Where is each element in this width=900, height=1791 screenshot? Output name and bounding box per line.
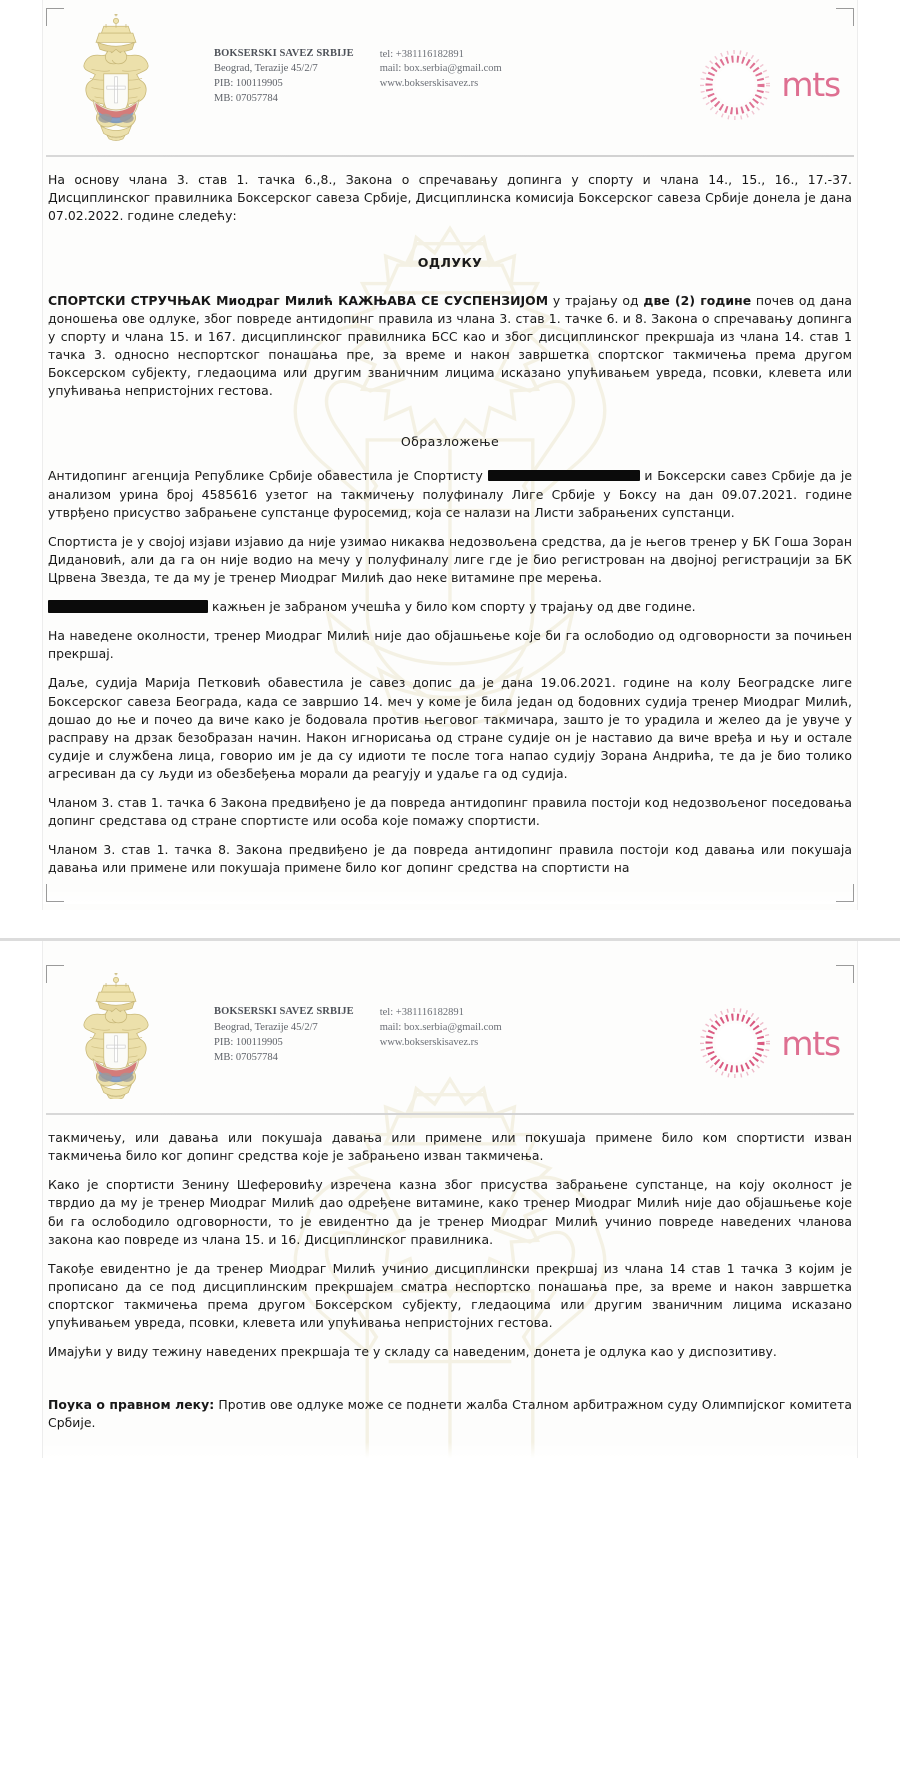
org-web: www.bokserskisavez.rs xyxy=(379,78,479,90)
page2-org-tel: tel: +381116182891 xyxy=(379,1007,464,1019)
page2-paragraph-2: Како је спортисти Зенину Шеферовићу изречена казна због присуства забрањене супстанце, на коју околност је тврдио да му је тренер Миодраг Милић дао одређене витамине, како тренер Миодраг Милић није дао објашњење које би га ослободило одговорности, то је евидентно да је тренер Миодраг Милић учинио повреде наведених чланова закона као повреде из члана 15. и 16. Дисциплинског правилника. xyxy=(48,1177,852,1247)
page2-margin-left xyxy=(0,941,43,1459)
page2-crop-mark-top-left xyxy=(46,965,64,983)
page2-letterhead-text xyxy=(214,1005,840,1099)
intro-paragraph: На основу члана 3. став 1. тачка 6.,8., Закона о спречавању допинга у спорту и члана 14., 15., 16., 17.-37. Дисциплинског правилника Боксерског савеза Србије, Дисциплинска комисија Боксерског савеза Србије донела је дана 07.02.2022. године следећу: xyxy=(48,171,852,223)
decision-rest: почев од дана доношења ове одлуке, због повреде антидопинг правила из члана 3. став 1. тачке 6. и 8. Закона о спречавању допинга у спорту и члана 15. и 167. дисциплинског правилника БСС као и због дисциплинског прекршаја из члана 14. став 1 тачка 3. односно неспортског понашања пре, за време и након завршетка спортског такмичења према другом Боксерском субјекту, гледаоцима или другим званичним лицима исказано упућивањем увреда, псовки, клевета или упућивања непристојних гестова. xyxy=(48,292,852,399)
page2-mts-ring-icon xyxy=(697,1005,773,1081)
page1-body xyxy=(0,157,900,888)
redaction-bar-sanctioned-name xyxy=(48,600,208,613)
page-margin-left xyxy=(0,0,43,910)
org-pib: PIB: 100119905 xyxy=(214,78,283,90)
org-mb: MB: 07057784 xyxy=(214,93,278,105)
decision-subject: СПОРТСКИ СТРУЧЊАК Миодраг Милић КАЖЊАВА СЕ СУСПЕНЗИЈОМ xyxy=(48,292,549,308)
org-name: BOKSERSKI SAVEZ SRBIJE xyxy=(214,47,354,59)
rationale-paragraph-6: Чланом 3. став 1. тачка 6 Закона предвиђено је да повреда антидопинг правила постоји код недозвољеног поседовања допинг средстава од стране спортисте или особа које помажу спортисти. xyxy=(48,795,852,829)
crop-mark-bottom-left xyxy=(46,884,64,902)
decision-heading: ОДЛУКУ xyxy=(417,254,483,270)
mts-sponsor-logo xyxy=(697,47,840,133)
page2-org-web: www.bokserskisavez.rs xyxy=(379,1036,479,1048)
p1-text-a: Антидопинг агенција Републике Србије обавестила је Спортисту xyxy=(48,468,488,484)
legal-remedy-text: Против ове одлуке може се поднети жалба Сталном арбитражном суду Олимпијског комитета Србије. xyxy=(48,1397,852,1431)
crop-mark-top-left xyxy=(46,8,64,26)
page2-crop-mark-top-right xyxy=(836,965,854,983)
page2-body xyxy=(0,1115,900,1442)
mts-ring-icon xyxy=(697,47,773,123)
coat-of-arms-icon xyxy=(70,14,162,141)
page2-mts-sponsor-logo xyxy=(697,1005,840,1091)
legal-remedy-label: Поука о правном леку: xyxy=(48,1397,215,1413)
org-tel: tel: +381116182891 xyxy=(379,48,464,60)
page2-letterhead-divider xyxy=(46,1113,854,1115)
page2-org-pib: PIB: 100119905 xyxy=(214,1036,283,1048)
page2-org-details xyxy=(214,1005,354,1066)
decision-duration: две (2) године xyxy=(643,292,752,308)
p1-text-b: и Боксерски савез Србије да је анализом урина број 4585616 узетог на такмичењу полуфиналу Лиге Србије у Боксу на дан 09.07.2021. године утврђено присуство забрањене супстанце фуросемид, која се налази на Листи забрањених супстанци. xyxy=(48,468,852,520)
decision-paragraph xyxy=(48,292,852,401)
page2-mts-wordmark: mts xyxy=(781,1023,840,1063)
redaction-bar-athlete-name xyxy=(488,470,640,481)
rationale-paragraph-7: Чланом 3. став 1. тачка 8. Закона предвиђено је да повреда антидопинг правила постоји код давања или покушаја давања или примене или покушаја примене било ког допинг средства на спортисти на xyxy=(48,842,852,876)
document-page-2 xyxy=(0,941,900,1459)
page2-org-address: Beograd, Terazije 45/2/7 xyxy=(214,1021,318,1033)
legal-remedy-paragraph xyxy=(48,1396,852,1432)
org-details xyxy=(214,47,354,108)
page2-paragraph-4: Имајући у виду тежину наведених прекршаја те у складу са наведеним, донета је одлука као у диспозитиву. xyxy=(48,1344,777,1360)
rationale-paragraph-3 xyxy=(48,598,852,616)
p3-text: кажњен је забраном учешћа у било ком спорту у трајању од две године. xyxy=(208,599,696,615)
org-contact xyxy=(380,47,502,93)
page2-org-mail: mail: box.serbia@gmail.com xyxy=(379,1021,502,1033)
page2-org-name: BOKSERSKI SAVEZ SRBIJE xyxy=(214,1006,354,1018)
crop-mark-top-right xyxy=(836,8,854,26)
page2-letterhead xyxy=(0,959,900,1110)
page2-coat-of-arms-icon xyxy=(70,973,162,1100)
rationale-heading: Образложење xyxy=(400,434,500,450)
letterhead xyxy=(0,0,900,151)
page2-paragraph-1: такмичењу, или давања или покушаја давања или примене или покушаја примене било ком спортисти изван такмичења било ког допинг средства које је забрањено изван такмичења. xyxy=(48,1130,852,1164)
page1-bottom-cut xyxy=(0,888,900,904)
rationale-paragraph-4: На наведене околности, тренер Миодраг Милић није дао објашњење које би га ослободио од одговорности за почињен прекршај. xyxy=(48,628,852,662)
rationale-paragraph-5: Даље, судија Марија Петковић обавестила је савез допис да је дана 19.06.2021. године на колу Београдске лиге Боксерског савеза Београда, када се завршио 14. меч у коме је била један од бодовних судија тренер Миодраг Милић, дошао до ње и почео да виче како је бодовала против његовог такмичара, зашто је то урадила и желео да је увуче у расправу на дрзак безобразан начин. Након игнорисања од стране судије он је наставио да виче вређа и њу и остале судије и службена лица, говорио им је да су идиоти те после тога напао судију Зорана Андрића, те да је био толико агресиван да су људи из обезбеђења морали да реагују и удаље га од судија. xyxy=(48,675,852,782)
page2-paragraph-3: Такође евидентно је да тренер Миодраг Милић учинио дисциплински прекршај из члана 14 став 1 тачка 3 којим је прописано да се под дисциплинским прекршајем сматра неспортско понашања пре, за време и након завршетка спортског такмичења према другом Боксерском субјекту, гледаоцима или другим званичним лицима исказано упућивањем увреда, псовки, клевета или упућивања непристојних гестова. xyxy=(48,1260,852,1331)
letterhead-text xyxy=(214,47,840,141)
rationale-paragraph-2: Спортиста је у својој изјави изјавио да није узимао никаква недозвољена средства, да је његов тренер у БК Гоша Зоран Дидановић, али да га он није водио на мечу у полуфиналу лиге где је био регистрован на двојној регистрацији за БК Црвена Звезда, те да му је тренер Миодраг Милић дао неке витамине пре мерења. xyxy=(48,533,852,586)
decision-mid: у трајању од xyxy=(548,292,644,308)
page-separator xyxy=(0,910,900,938)
page-margin-right xyxy=(857,0,900,910)
letterhead-divider xyxy=(46,155,854,157)
page2-org-mb: MB: 07057784 xyxy=(214,1051,278,1063)
crop-mark-bottom-right xyxy=(836,884,854,902)
mts-wordmark: mts xyxy=(781,65,840,104)
org-mail: mail: box.serbia@gmail.com xyxy=(379,63,502,75)
rationale-paragraph-1 xyxy=(48,467,852,521)
page2-margin-right xyxy=(857,941,900,1459)
org-address: Beograd, Terazije 45/2/7 xyxy=(214,63,318,75)
page2-bottom-cut xyxy=(0,1442,900,1458)
page2-org-contact xyxy=(380,1005,502,1051)
